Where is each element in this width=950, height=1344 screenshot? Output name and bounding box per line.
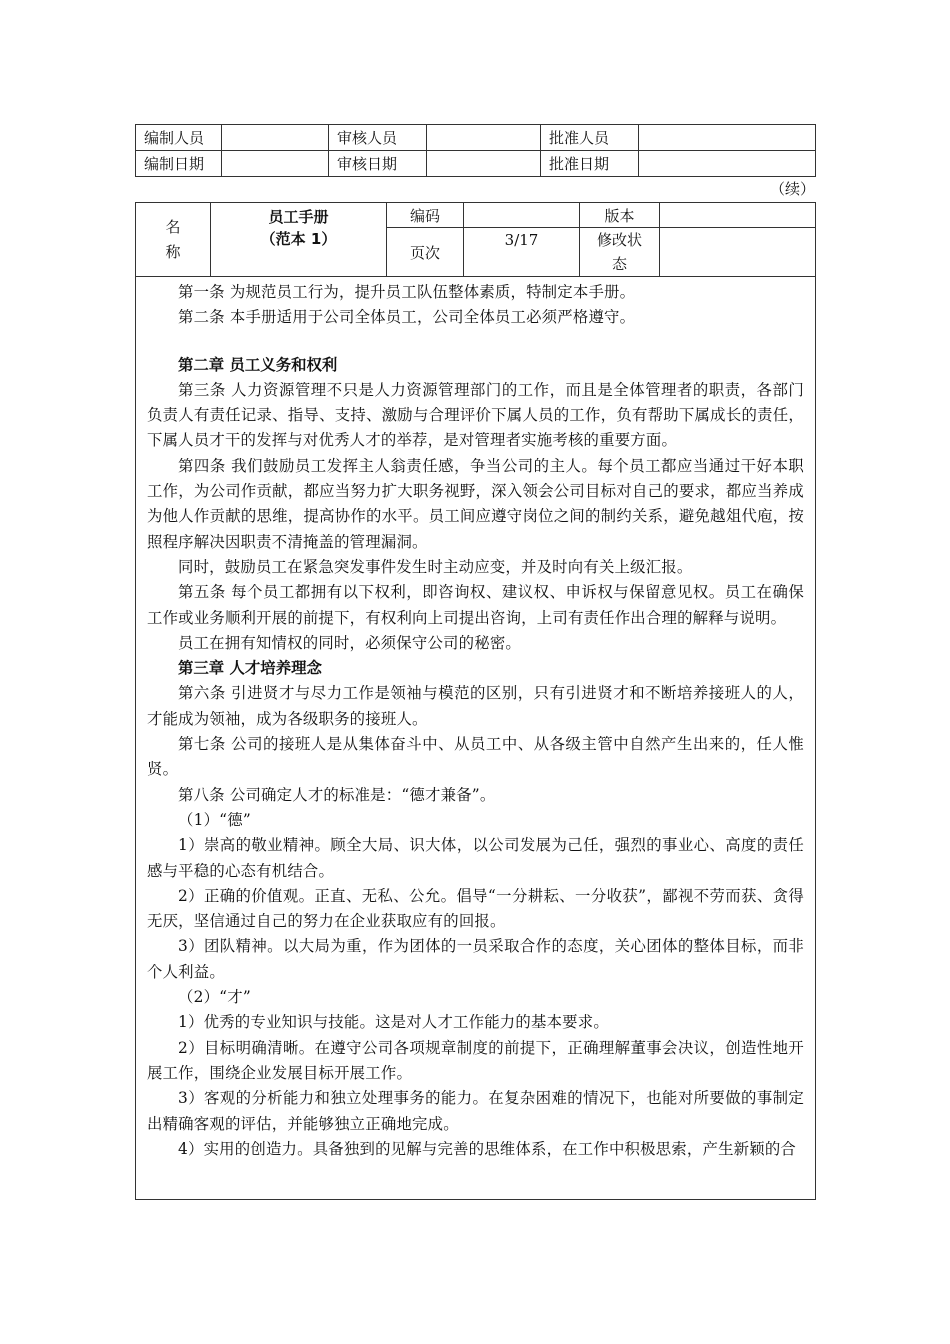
version-value[interactable] — [660, 203, 816, 228]
value-approve-date[interactable] — [639, 151, 816, 177]
value-review-date[interactable] — [427, 151, 541, 177]
approval-row-1 — [136, 125, 816, 151]
status-label: 修改状 态 — [580, 228, 660, 277]
continued-note: （续） — [769, 180, 815, 198]
label-review-date: 审核日期 — [329, 151, 427, 177]
code-value[interactable] — [464, 203, 580, 228]
label-reviewer: 审核人员 — [329, 125, 427, 151]
title-line-1: 员工手册 — [268, 208, 329, 226]
article-4-addendum: 同时，鼓励员工在紧急突发事件发生时主动应变，并及时向有关上级汇报。 — [178, 557, 693, 576]
approval-table — [135, 124, 816, 177]
name-label: 名 称 — [136, 203, 211, 277]
label-compile-date: 编制日期 — [136, 151, 222, 177]
document-title — [211, 203, 387, 277]
article-1: 第一条 为规范员工行为，提升员工队伍整体素质，特制定本手册。 — [178, 283, 636, 301]
talent-item-2: 2）目标明确清晰。在遵守公司各项规章制度的前提下，正确理解董事会决议，创造性地开展工作，围绕企业发展目标开展工作。 — [147, 1038, 804, 1082]
paragraph-gap — [147, 331, 804, 353]
virtue-item-3: 3）团队精神。以大局为重，作为团体的一员采取合作的态度，关心团体的整体目标，而非个人利益。 — [147, 937, 804, 981]
article-5-addendum: 员工在拥有知情权的同时，必须保守公司的秘密。 — [178, 633, 521, 652]
title-line-2: （范本 1） — [260, 230, 337, 248]
talent-item-1: 1）优秀的专业知识与技能。这是对人才工作能力的基本要求。 — [178, 1013, 609, 1032]
document-body — [135, 276, 816, 1200]
talent-item-4: 4）实用的创造力。具备独到的见解与完善的思维体系，在工作中积极思索，产生新颖的合 — [178, 1139, 797, 1158]
value-approver[interactable] — [639, 125, 816, 151]
header-row-1 — [136, 203, 816, 228]
article-2: 第二条 本手册适用于公司全体员工，公司全体员工必须严格遵守。 — [178, 308, 636, 327]
page-value: 3/17 — [464, 228, 580, 277]
chapter-3-heading: 第三章 人才培养理念 — [178, 659, 322, 678]
label-compiler: 编制人员 — [136, 125, 222, 151]
talent-heading: （2）“才” — [178, 988, 251, 1007]
body-content — [136, 276, 815, 1162]
label-approver: 批准人员 — [541, 125, 639, 151]
approval-row-2 — [136, 151, 816, 177]
code-label: 编码 — [387, 203, 464, 228]
chapter-2-heading: 第二章 员工义务和权利 — [178, 355, 338, 374]
virtue-item-2: 2）正确的价值观。正直、无私、公允。倡导“一分耕耘、一分收获”，鄙视不劳而获、贪得无厌，坚信通过自己的努力在企业获取应有的回报。 — [147, 886, 804, 931]
label-approve-date: 批准日期 — [541, 151, 639, 177]
article-4: 第四条 我们鼓励员工发挥主人翁责任感，争当公司的主人。每个员工都应当通过干好本职工作，为公司作贡献，都应当努力扩大职务视野，深入领会公司目标对自己的要求，都应当养成为他人作贡献的思维，提高协作的水平。员工间应遵守岗位之间的制约关系，避免越俎代庖，按照程序解决因职责不清掩盖的管理漏洞。 — [147, 456, 804, 551]
value-compile-date[interactable] — [222, 151, 329, 177]
article-8: 第八条 公司确定人才的标准是：“德才兼备”。 — [178, 785, 496, 804]
value-reviewer[interactable] — [427, 125, 541, 151]
document-header-table — [135, 202, 816, 277]
virtue-item-1: 1）崇高的敬业精神。顾全大局、识大体，以公司发展为己任，强烈的事业心、高度的责任感与平稳的心态有机结合。 — [147, 836, 804, 880]
article-5: 第五条 每个员工都拥有以下权利，即咨询权、建议权、申诉权与保留意见权。员工在确保工作或业务顺利开展的前提下，有权利向上司提出咨询，上司有责任作出合理的解释与说明。 — [147, 583, 804, 627]
article-6: 第六条 引进贤才与尽力工作是领袖与模范的区别，只有引进贤才和不断培养接班人的人，才能成为领袖，成为各级职务的接班人。 — [147, 684, 804, 728]
article-7: 第七条 公司的接班人是从集体奋斗中、从员工中、从各级主管中自然产生出来的，任人惟贤。 — [147, 735, 804, 779]
version-label: 版本 — [580, 203, 660, 228]
virtue-heading: （1）“德” — [178, 810, 251, 829]
status-value[interactable] — [660, 228, 816, 277]
article-3: 第三条 人力资源管理不只是人力资源管理部门的工作，而且是全体管理者的职责，各部门负责人有责任记录、指导、支持、激励与合理评价下属人员的工作，负有帮助下属成长的责任，下属人员才干的发挥与对优秀人才的举荐，是对管理者实施考核的重要方面。 — [147, 380, 804, 450]
talent-item-3: 3）客观的分析能力和独立处理事务的能力。在复杂困难的情况下，也能对所要做的事制定出精确客观的评估，并能够独立正确地完成。 — [147, 1089, 804, 1133]
page-label: 页次 — [387, 228, 464, 277]
value-compiler[interactable] — [222, 125, 329, 151]
